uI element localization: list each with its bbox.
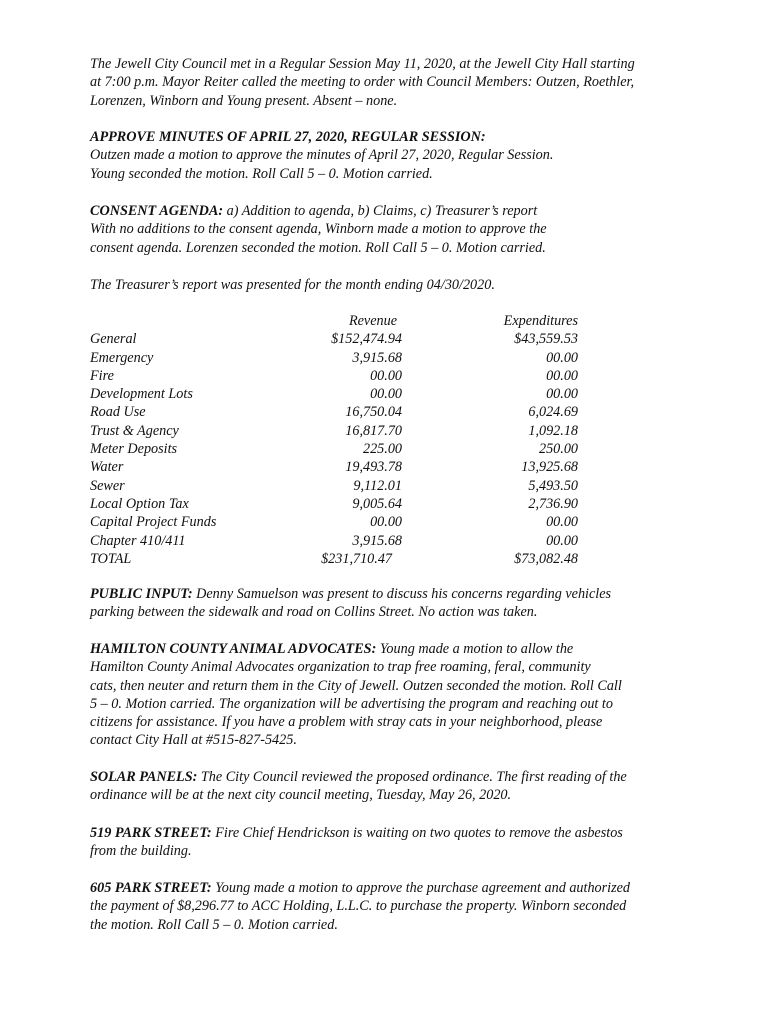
table-row bbox=[90, 513, 590, 531]
solar-panels-line: ordinance will be at the next city council meeting, Tuesday, May 26, 2020. bbox=[90, 787, 512, 804]
revenue-cell: 16,817.70 bbox=[345, 422, 402, 439]
table-row bbox=[90, 495, 590, 513]
animal-advocates-line: Hamilton County Animal Advocates organization to trap free roaming, feral, community bbox=[90, 659, 591, 676]
minutes-section bbox=[90, 128, 690, 183]
revenue-cell: 225.00 bbox=[362, 441, 402, 458]
treasurer-section bbox=[90, 276, 690, 294]
public-input-heading: PUBLIC INPUT: bbox=[90, 586, 193, 602]
solar-panels-heading-text: The City Council reviewed the proposed ordinance. The first reading of the bbox=[197, 769, 627, 785]
expenditures-cell: 00.00 bbox=[546, 386, 578, 403]
category-cell: TOTAL bbox=[90, 550, 132, 567]
table-row bbox=[90, 330, 590, 348]
revenue-cell: 00.00 bbox=[370, 514, 402, 531]
public-input-section bbox=[90, 585, 690, 622]
park-605-line: the motion. Roll Call 5 – 0. Motion carried. bbox=[90, 916, 338, 933]
solar-panels-heading: SOLAR PANELS: bbox=[90, 769, 198, 785]
category-cell: Fire bbox=[90, 367, 114, 384]
park-519-line: from the building. bbox=[90, 843, 192, 860]
expenditures-cell: 13,925.68 bbox=[521, 459, 578, 476]
consent-section bbox=[90, 202, 690, 257]
intro-line: Lorenzen, Winborn and Young present. Absent – none. bbox=[90, 92, 398, 109]
expenditures-cell: 6,024.69 bbox=[528, 404, 578, 421]
table-total-row bbox=[90, 550, 590, 568]
park-605-heading-text: Young made a motion to approve the purchase agreement and authorized bbox=[211, 880, 631, 896]
revenue-cell: 00.00 bbox=[370, 386, 402, 403]
animal-advocates-line: contact City Hall at #515-827-5425. bbox=[90, 732, 297, 749]
intro-paragraph bbox=[90, 55, 690, 110]
minutes-heading: APPROVE MINUTES OF APRIL 27, 2020, REGULAR SESSION: bbox=[90, 129, 486, 145]
table-row bbox=[90, 385, 590, 403]
park-605-line: the payment of $8,296.77 to ACC Holding, L.L.C. to purchase the property. Winborn seconded bbox=[90, 898, 627, 915]
expenditures-cell: 00.00 bbox=[546, 349, 578, 366]
category-cell: Water bbox=[90, 459, 124, 476]
expenditures-cell: 5,493.50 bbox=[528, 477, 578, 494]
table-row bbox=[90, 367, 590, 385]
category-cell: Sewer bbox=[90, 477, 125, 494]
treasurer-line: The Treasurer’s report was presented for the month ending 04/30/2020. bbox=[90, 277, 495, 293]
category-cell: Capital Project Funds bbox=[90, 514, 217, 531]
revenue-cell: 19,493.78 bbox=[345, 459, 402, 476]
expenditures-cell: 00.00 bbox=[546, 514, 578, 531]
revenue-cell: 3,915.68 bbox=[352, 349, 402, 366]
park-519-heading: 519 PARK STREET: bbox=[90, 825, 212, 841]
revenue-cell: 00.00 bbox=[370, 367, 402, 384]
park-605-section bbox=[90, 879, 690, 934]
category-cell: Chapter 410/411 bbox=[90, 532, 186, 549]
consent-heading-text: a) Addition to agenda, b) Claims, c) Treasurer’s report bbox=[223, 203, 538, 219]
table-row bbox=[90, 532, 590, 550]
table-row bbox=[90, 422, 590, 440]
expenditures-cell: $73,082.48 bbox=[514, 550, 578, 567]
animal-advocates-heading: HAMILTON COUNTY ANIMAL ADVOCATES: bbox=[90, 641, 377, 657]
expenditures-header: Expenditures bbox=[503, 313, 578, 329]
intro-line: The Jewell City Council met in a Regular Session May 11, 2020, at the Jewell City Hall starting bbox=[90, 56, 635, 72]
category-cell: Local Option Tax bbox=[90, 495, 189, 512]
minutes-line: Young seconded the motion. Roll Call 5 – 0. Motion carried. bbox=[90, 165, 433, 182]
park-519-heading-text: Fire Chief Hendrickson is waiting on two quotes to remove the asbestos bbox=[211, 825, 623, 841]
table-row bbox=[90, 349, 590, 367]
revenue-cell: $152,474.94 bbox=[331, 331, 402, 348]
consent-line: With no additions to the consent agenda, Winborn made a motion to approve the bbox=[90, 221, 547, 238]
animal-advocates-heading-text: Young made a motion to allow the bbox=[376, 641, 574, 657]
treasurer-report-table bbox=[90, 312, 590, 568]
table-header-row bbox=[90, 312, 590, 330]
category-cell: General bbox=[90, 331, 137, 348]
table-row bbox=[90, 403, 590, 421]
consent-line: consent agenda. Lorenzen seconded the motion. Roll Call 5 – 0. Motion carried. bbox=[90, 239, 546, 256]
revenue-cell: 9,005.64 bbox=[352, 495, 402, 512]
revenue-cell: $231,710.47 bbox=[321, 550, 392, 567]
revenue-cell: 3,915.68 bbox=[352, 532, 402, 549]
table-row bbox=[90, 440, 590, 458]
revenue-header: Revenue bbox=[348, 313, 397, 329]
expenditures-cell: $43,559.53 bbox=[514, 331, 578, 348]
expenditures-cell: 1,092.18 bbox=[528, 422, 578, 439]
expenditures-cell: 2,736.90 bbox=[528, 495, 578, 512]
category-cell: Development Lots bbox=[90, 386, 193, 403]
revenue-cell: 16,750.04 bbox=[345, 404, 402, 421]
solar-panels-section bbox=[90, 768, 690, 805]
minutes-line: Outzen made a motion to approve the minutes of April 27, 2020, Regular Session. bbox=[90, 147, 554, 164]
category-cell: Meter Deposits bbox=[90, 441, 178, 458]
category-cell: Emergency bbox=[90, 349, 154, 366]
table-row bbox=[90, 477, 590, 495]
expenditures-cell: 00.00 bbox=[546, 367, 578, 384]
revenue-cell: 9,112.01 bbox=[353, 477, 402, 494]
public-input-heading-text: Denny Samuelson was present to discuss his concerns regarding vehicles bbox=[192, 586, 612, 602]
animal-advocates-line: cats, then neuter and return them in the City of Jewell. Outzen seconded the motion. Roll Call bbox=[90, 677, 622, 694]
table-row bbox=[90, 458, 590, 476]
category-cell: Road Use bbox=[90, 404, 146, 421]
animal-advocates-line: 5 – 0. Motion carried. The organization will be advertising the program and reaching out to bbox=[90, 695, 613, 712]
animal-advocates-section bbox=[90, 640, 690, 750]
animal-advocates-line: citizens for assistance. If you have a problem with stray cats in your neighborhood, please bbox=[90, 714, 603, 731]
park-605-heading: 605 PARK STREET: bbox=[90, 880, 212, 896]
public-input-line: parking between the sidewalk and road on Collins Street. No action was taken. bbox=[90, 604, 538, 621]
expenditures-cell: 250.00 bbox=[538, 441, 578, 458]
intro-line: at 7:00 p.m. Mayor Reiter called the meeting to order with Council Members: Outzen, Roethler, bbox=[90, 74, 635, 91]
category-cell: Trust & Agency bbox=[90, 422, 179, 439]
consent-heading: CONSENT AGENDA: bbox=[90, 203, 224, 219]
park-519-section bbox=[90, 824, 690, 861]
expenditures-cell: 00.00 bbox=[546, 532, 578, 549]
